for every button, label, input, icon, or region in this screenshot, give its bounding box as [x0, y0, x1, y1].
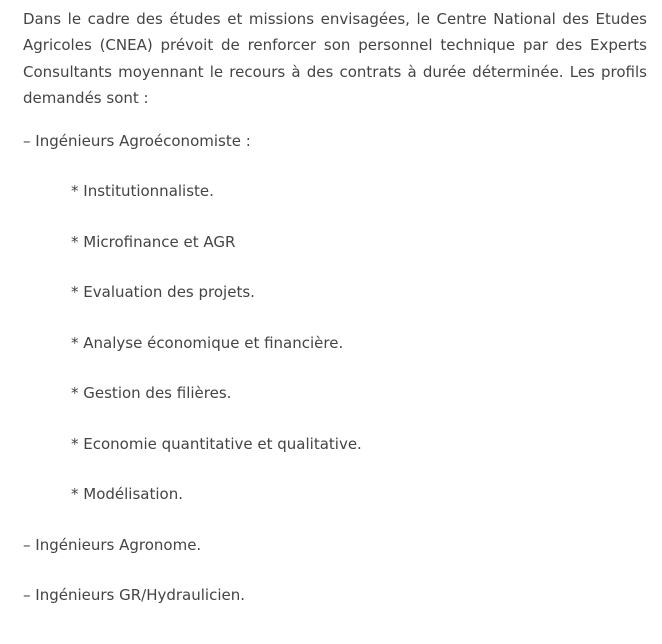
- specialty-item: * Modélisation.: [71, 485, 183, 504]
- specialty-item: * Evaluation des projets.: [71, 283, 255, 302]
- specialty-item: * Gestion des filières.: [71, 384, 232, 403]
- specialty-item: * Economie quantitative et qualitative.: [71, 434, 362, 453]
- profile-gr-hydraulicien: – Ingénieurs GR/Hydraulicien.: [23, 586, 246, 605]
- specialty-item: * Institutionnaliste.: [71, 182, 214, 201]
- specialty-item: * Analyse économique et financière.: [71, 333, 344, 352]
- specialty-item: * Microfinance et AGR: [71, 232, 236, 251]
- profile-agronome: – Ingénieurs Agronome.: [23, 535, 202, 554]
- intro-paragraph: Dans le cadre des études et missions envisagées, le Centre National des Etudes Agricoles (CNEA) prévoit de renforcer son personnel technique par des Experts Consultants moyennant le recours à des contrats à durée déterminée. Les profils demandés sont :: [23, 10, 647, 108]
- profile-agroeconomiste: – Ingénieurs Agroéconomiste :: [23, 131, 251, 150]
